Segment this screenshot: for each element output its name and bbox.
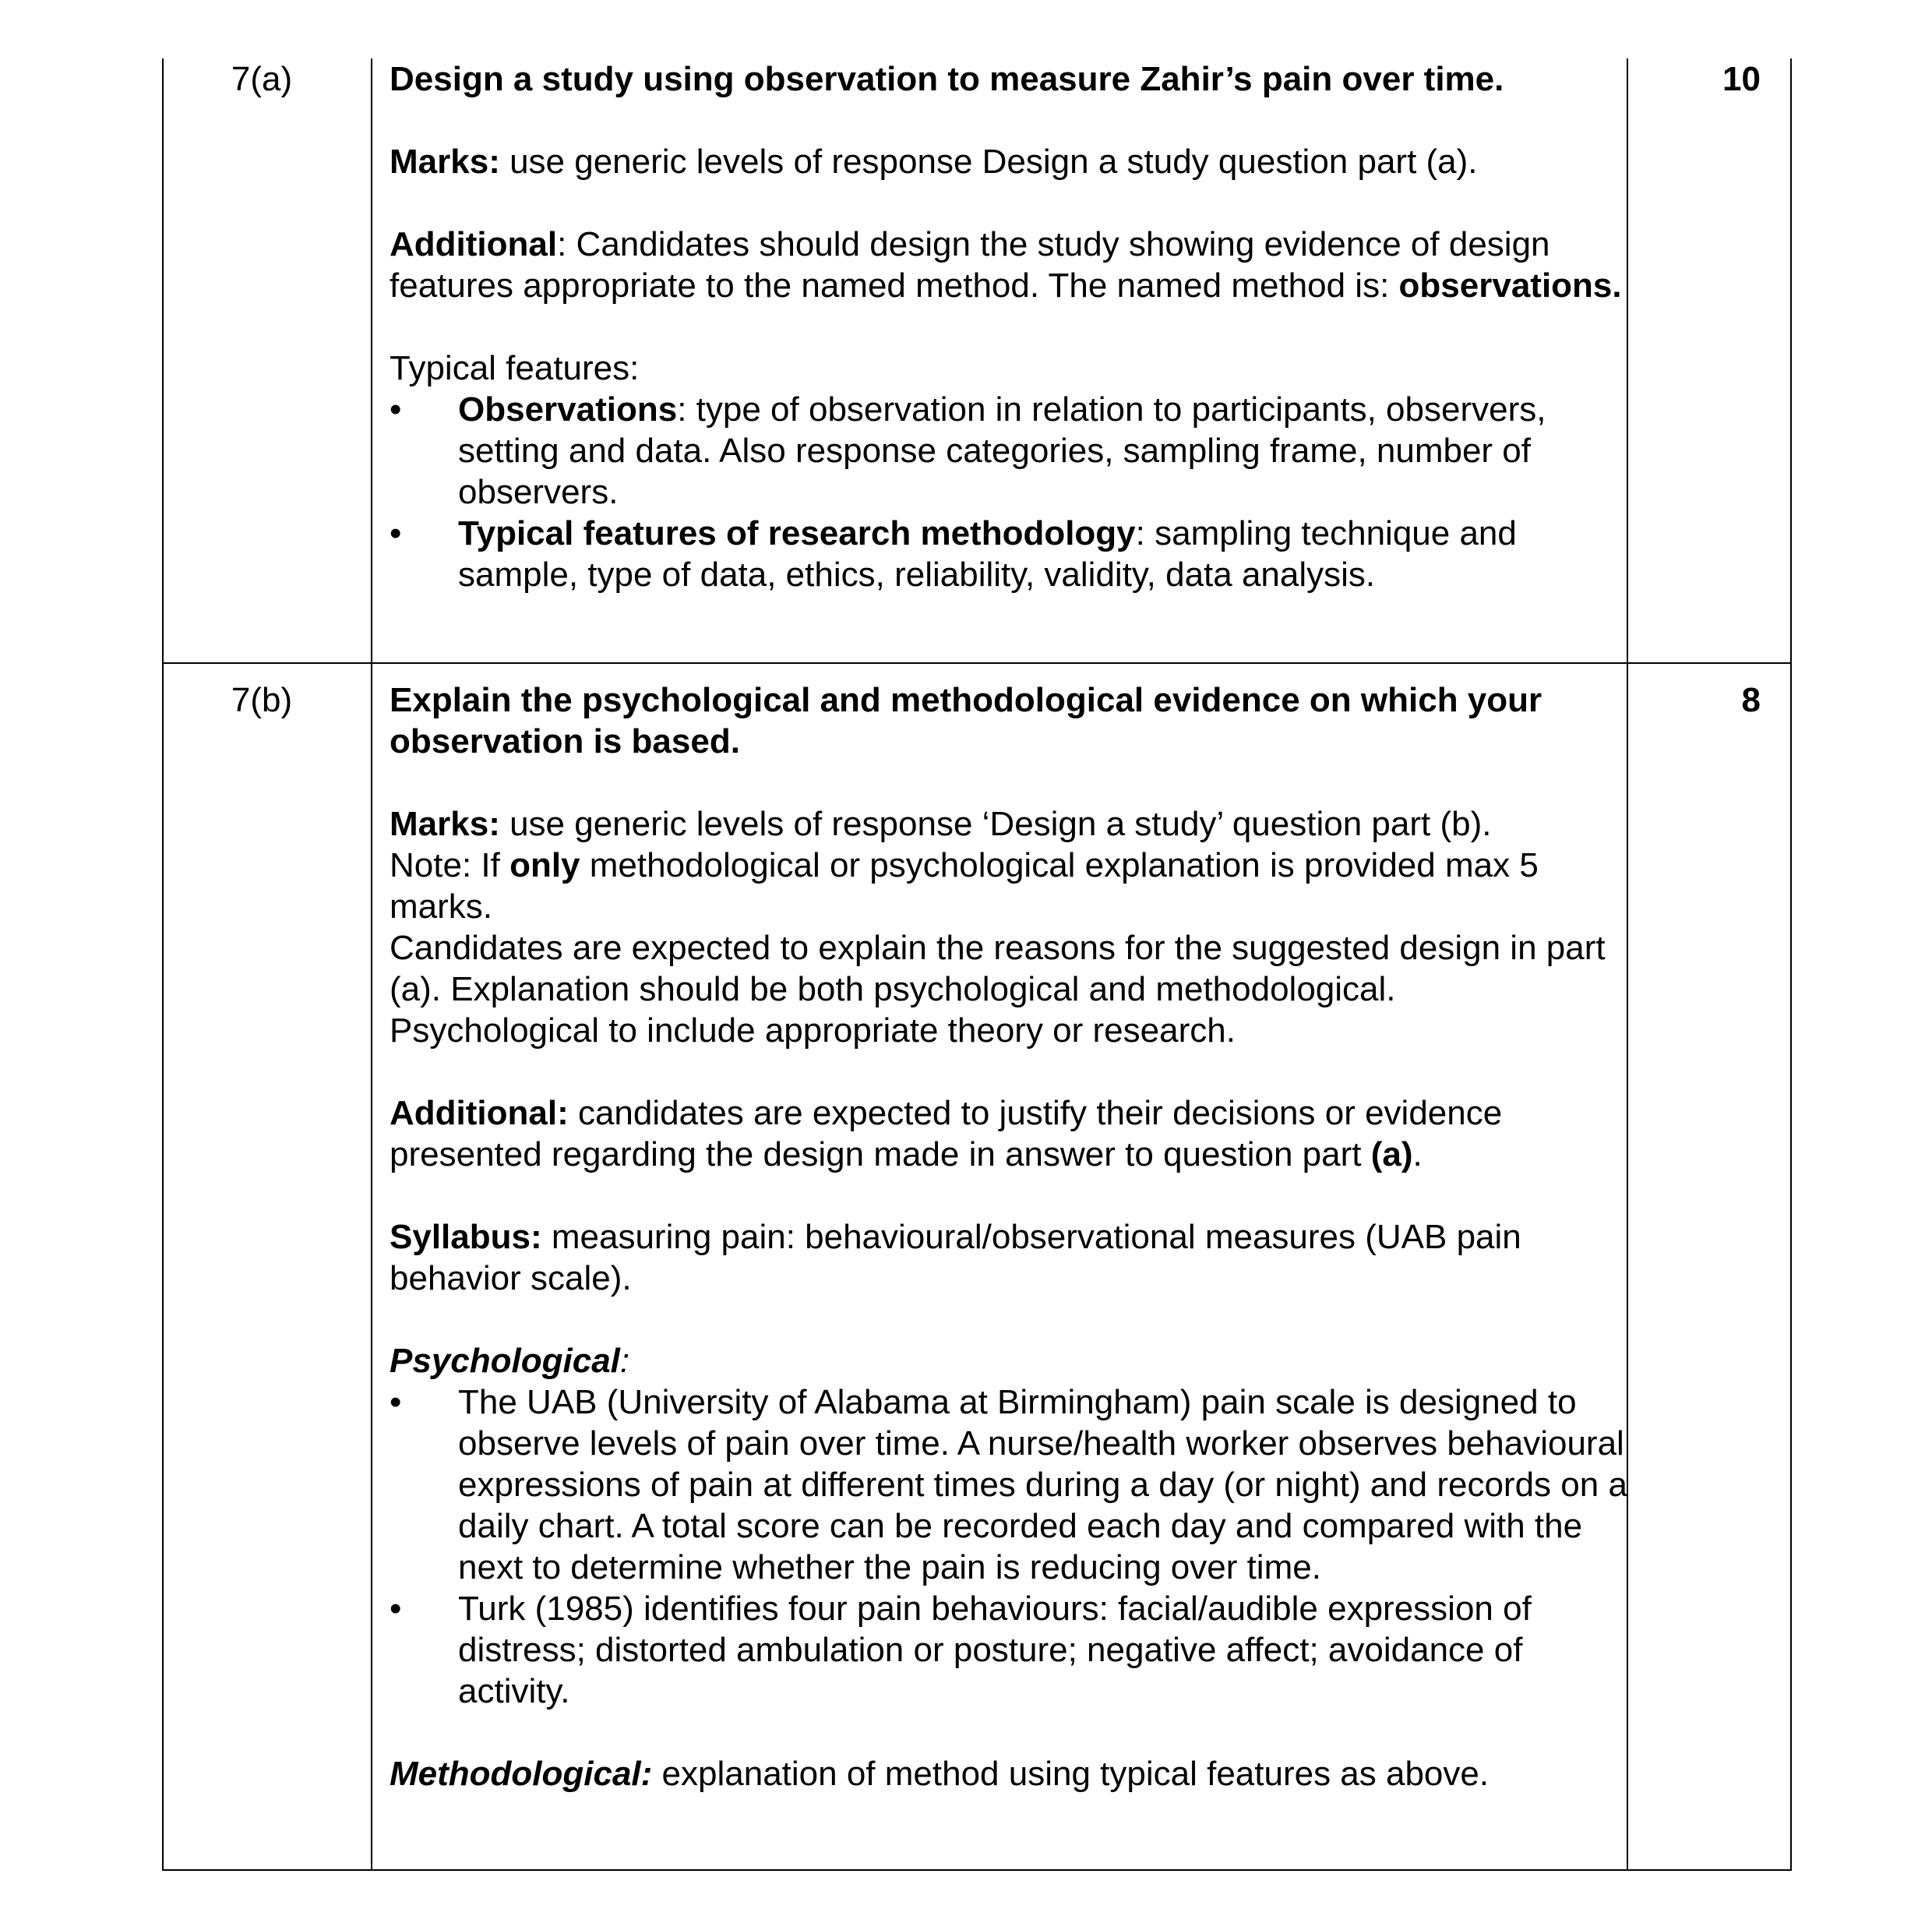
question-heading: Explain the psychological and methodological evidence on which your observation is based.	[390, 681, 1542, 760]
additional-guidance	[390, 224, 1628, 306]
bullet-text: : sampling technique and sample, type of data, ethics, reliability, validity, data analysis.	[458, 514, 1517, 594]
row-separator	[162, 662, 1792, 664]
psychological-requirement: Psychological to include appropriate theory or research.	[390, 1011, 1236, 1050]
list-item	[390, 1588, 1628, 1712]
question-marks: 10	[1722, 60, 1761, 98]
note: Note: If only methodological or psychological explanation is provided max 5 marks.	[390, 846, 1539, 926]
marks-text: use generic levels of response Design a study question part (a).	[499, 143, 1478, 181]
bullet-icon: •	[390, 514, 402, 552]
table-right-border	[1790, 58, 1792, 1871]
question-number: 7(b)	[231, 681, 293, 719]
bullet-text: The UAB (University of Alabama at Birmingham) pain scale is designed to observe levels of pain over time. A nurse/health worker observes behavioural expressions of pain at different times during a day (or night) and records on a daily chart. A total score can be recorded each day and compared with the next to determine whether the pain is reducing over time.	[458, 1383, 1627, 1586]
table-left-border	[162, 58, 164, 1871]
typical-features-label: Typical features:	[390, 349, 640, 387]
question-marks: 8	[1741, 681, 1761, 719]
methodological-guidance: Methodological: explanation of method using typical features as above.	[390, 1755, 1490, 1793]
additional-label: Additional	[390, 225, 558, 263]
bullet-icon: •	[390, 1590, 402, 1628]
named-method: observations.	[1398, 266, 1622, 305]
bullet-text: : type of observation in relation to participants, observers, setting and data. Also response categories, sampling frame, number of observers.	[458, 390, 1546, 511]
table-bottom-border	[162, 1869, 1792, 1871]
methodological-label: Methodological:	[390, 1755, 653, 1793]
question-number: 7(a)	[231, 60, 293, 98]
question-body	[390, 58, 1628, 595]
marks-label: Marks:	[390, 143, 500, 181]
list-item	[390, 1381, 1628, 1588]
list-item	[390, 513, 1628, 595]
psychological-heading: Psychological:	[390, 1342, 630, 1380]
additional-guidance: Additional: candidates are expected to justify their decisions or evidence presented regarding the design made in answer to question part (a).	[390, 1094, 1503, 1173]
marks-guidance	[390, 141, 1628, 182]
psychological-list	[390, 1381, 1628, 1712]
marks-guidance	[390, 803, 1628, 845]
bullet-bold: Observations	[458, 390, 678, 429]
table-divider-question	[371, 58, 372, 1871]
syllabus-guidance: Syllabus: measuring pain: behavioural/observational measures (UAB pain behavior scale).	[390, 1218, 1521, 1297]
bullet-bold: Typical features of research methodology	[458, 514, 1136, 552]
question-heading: Design a study using observation to measure Zahir’s pain over time.	[390, 60, 1504, 98]
list-item	[390, 389, 1628, 513]
syllabus-label: Syllabus:	[390, 1218, 542, 1256]
additional-text: : Candidates should design the study showing evidence of design features appropriate to the named method. The named method is:	[390, 225, 1550, 305]
candidates-expectation: Candidates are expected to explain the reasons for the suggested design in part (a). Explanation should be both psychological and methodological.	[390, 929, 1606, 1008]
bullet-icon: •	[390, 1383, 402, 1421]
typical-features-list	[390, 389, 1628, 595]
marks-text: use generic levels of response ‘Design a study’ question part (b).	[499, 805, 1492, 843]
bullet-icon: •	[390, 390, 402, 429]
question-body	[390, 679, 1628, 1794]
additional-label: Additional:	[390, 1094, 569, 1132]
marks-label: Marks:	[390, 805, 500, 843]
bullet-text: Turk (1985) identifies four pain behaviours: facial/audible expression of distress; distorted ambulation or posture; negative affect; avoidance of activity.	[458, 1590, 1532, 1710]
